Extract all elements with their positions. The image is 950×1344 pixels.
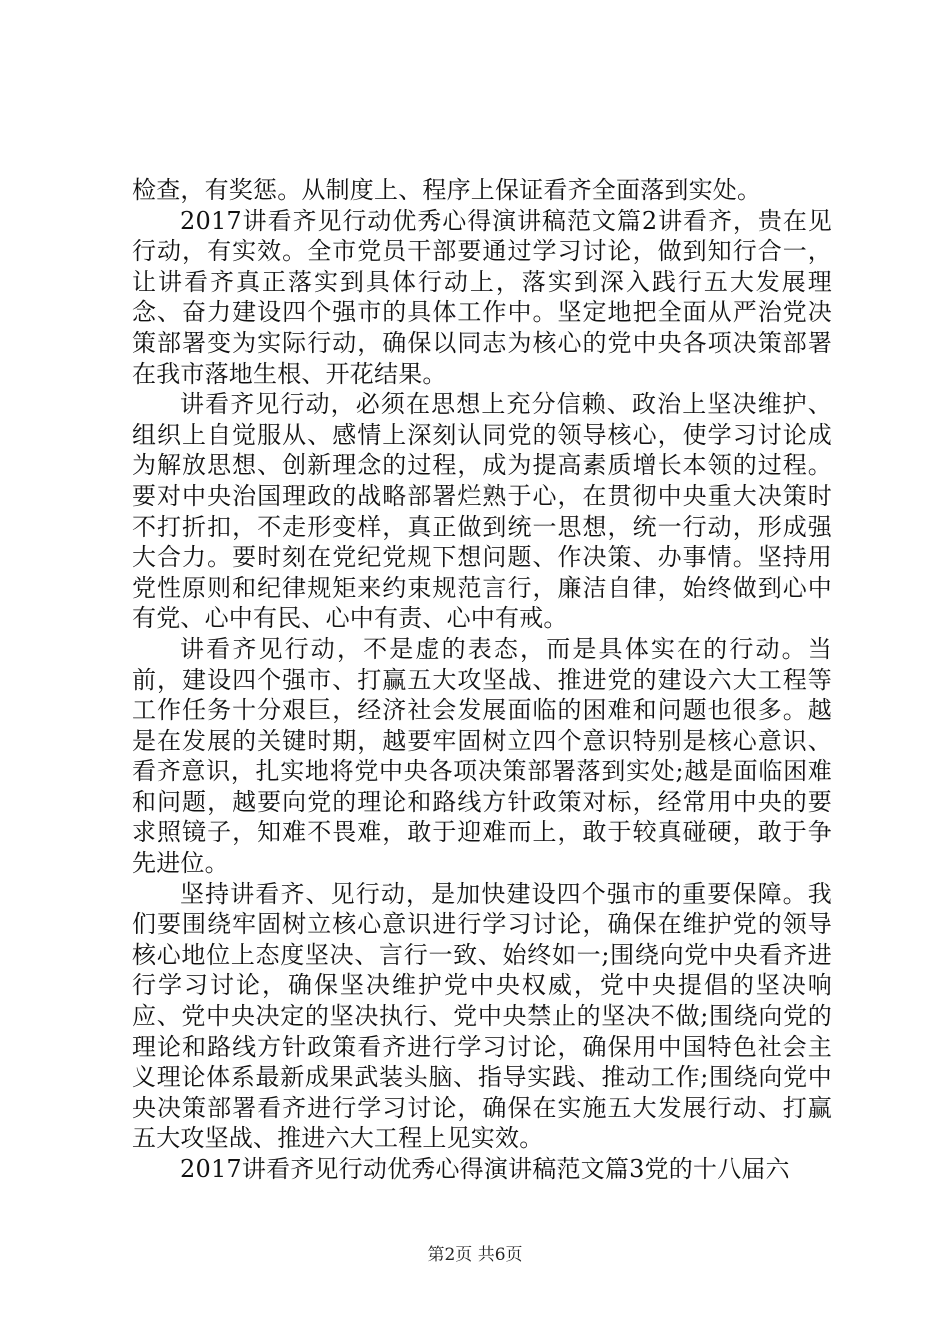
paragraph-guarantee: 坚持讲看齐、见行动，是加快建设四个强市的重要保障。我们要围绕牢固树立核心意识进行学习讨论，确保在维护党的领导核心地位上态度坚决、言行一致、始终如一;围绕向党中央看齐进行学习讨论，确保坚决维护党中央权威，党中央提倡的坚决响应、党中央决定的坚决执行、党中央禁止的坚决不做;围绕向党的理论和路线方针政策看齐进行学习讨论，确保用中国特色社会主义理论体系最新成果武装头脑、指导实践、推动工作;围绕向党中央决策部署看齐进行学习讨论，确保在实施五大发展行动、打赢五大攻坚战、推进六大工程上见实效。 xyxy=(132,879,832,1153)
page-number-label: 第2页 共6页 xyxy=(427,1245,523,1265)
paragraph-concrete-action: 讲看齐见行动，不是虚的表态，而是具体实在的行动。当前，建设四个强市、打赢五大攻坚战、推进党的建设六大工程等工作任务十分艰巨，经济社会发展面临的困难和问题也很多。越是在发展的关键时期，越要牢固树立四个意识特别是核心意识、看齐意识，扎实地将党中央各项决策部署落到实处;越是面临困难和问题，越要向党的理论和路线方针政策对标，经常用中央的要求照镜子，知难不畏难，敢于迎难而上，敢于较真碰硬，敢于争先进位。 xyxy=(132,634,832,878)
page-footer xyxy=(0,1245,950,1265)
document-body xyxy=(132,175,832,1185)
paragraph-continuation: 检查，有奖惩。从制度上、程序上保证看齐全面落到实处。 xyxy=(132,176,762,204)
paragraph-article-2-intro: 2017讲看齐见行动优秀心得演讲稿范文篇2讲看齐，贵在见行动，有实效。全市党员干部要通过学习讨论，做到知行合一，让讲看齐真正落实到具体行动上，落实到深入践行五大发展理念、奋力建设四个强市的具体工作中。坚定地把全面从严治党决策部署变为实际行动，确保以同志为核心的党中央各项决策部署在我市落地生根、开花结果。 xyxy=(132,206,832,388)
paragraph-thought-politics: 讲看齐见行动，必须在思想上充分信赖、政治上坚决维护、组织上自觉服从、感情上深刻认同党的领导核心，使学习讨论成为解放思想、创新理念的过程，成为提高素质增长本领的过程。要对中央治国理政的战略部署烂熟于心，在贯彻中央重大决策时不打折扣，不走形变样，真正做到统一思想，统一行动，形成强大合力。要时刻在党纪党规下想问题、作决策、办事情。坚持用党性原则和纪律规矩来约束规范言行，廉洁自律，始终做到心中有党、心中有民、心中有责、心中有戒。 xyxy=(132,390,832,633)
paragraph-article-3-intro: 2017讲看齐见行动优秀心得演讲稿范文篇3党的十八届六 xyxy=(180,1155,790,1183)
